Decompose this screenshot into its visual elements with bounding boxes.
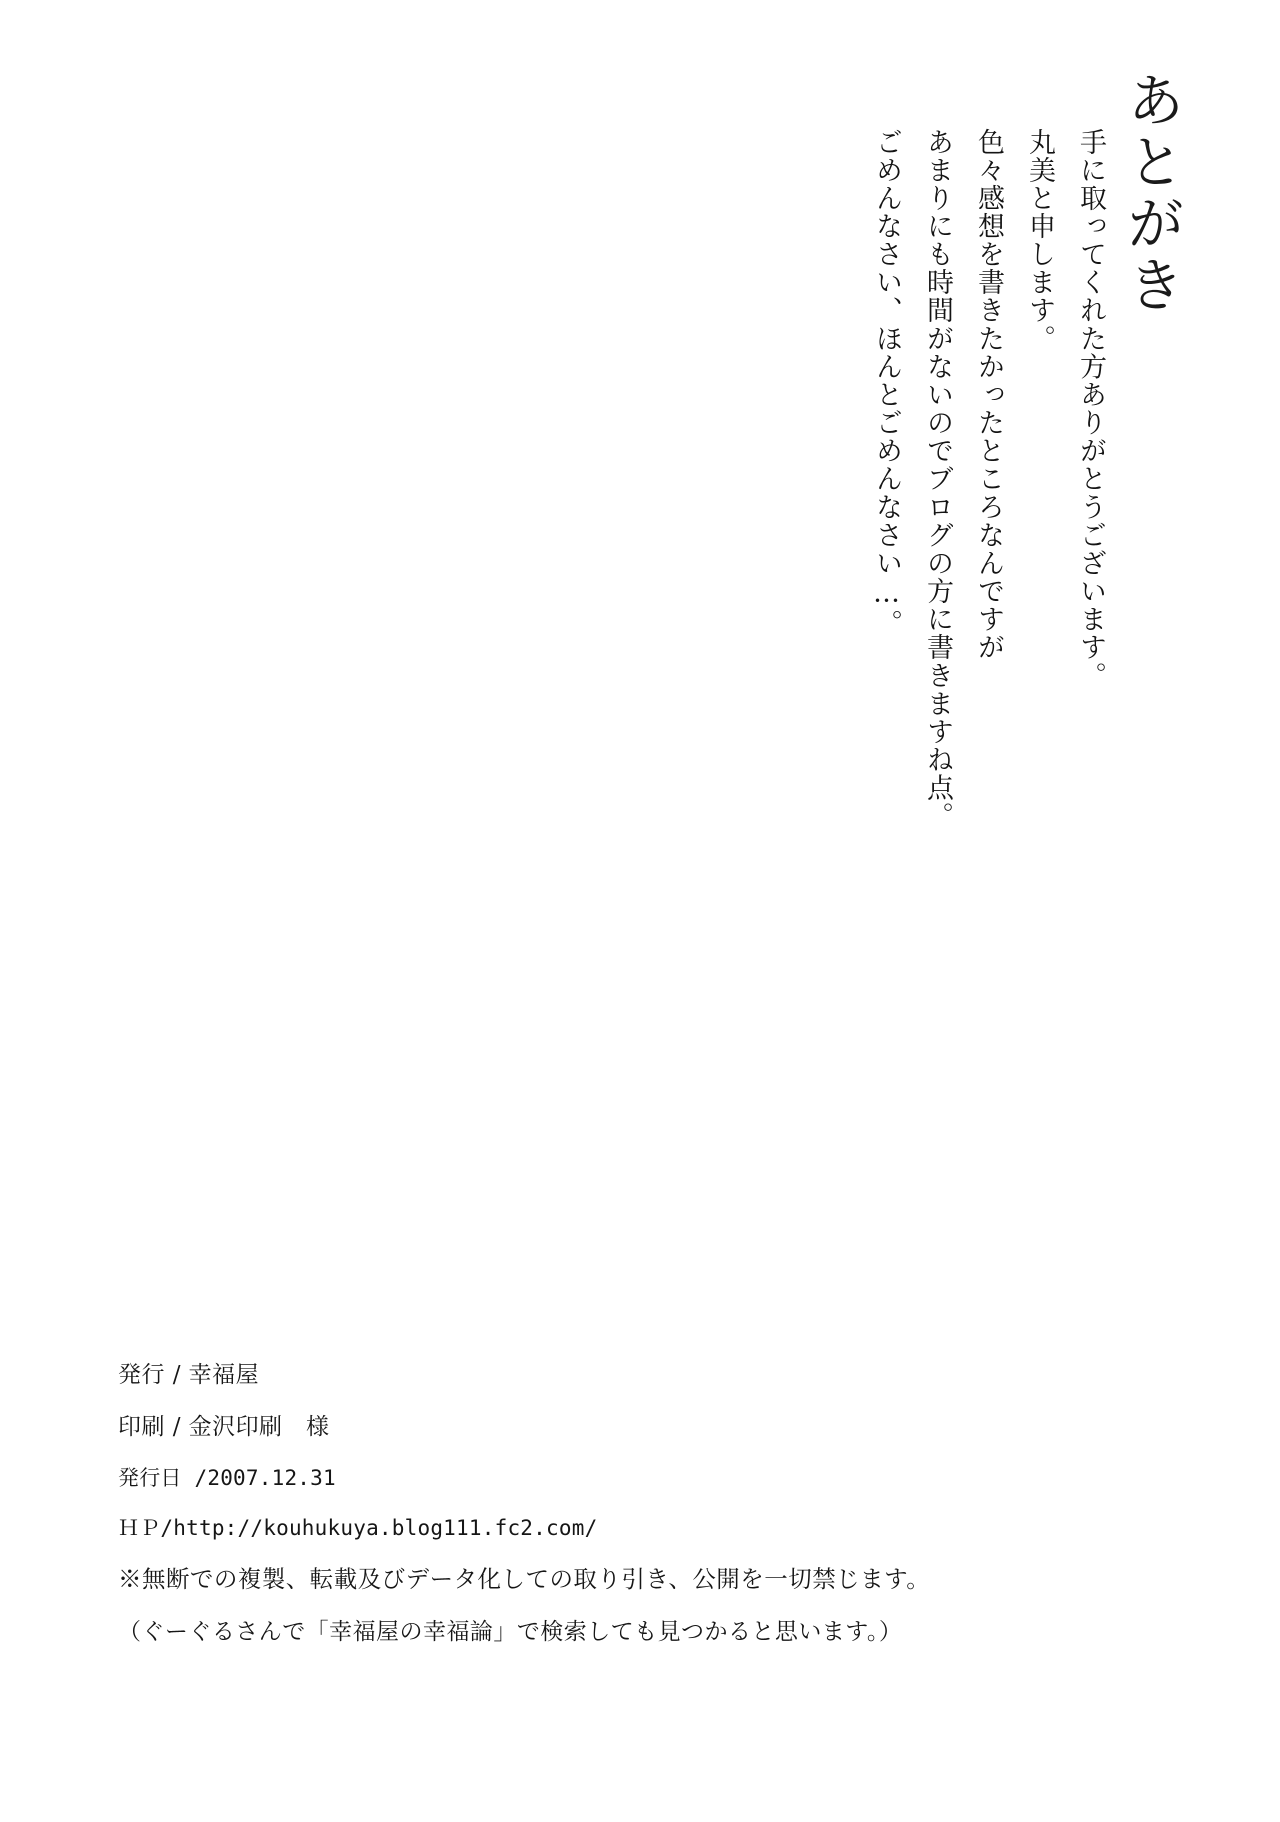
colophon-notice: ※無断での複製、転載及びデータ化しての取り引き、公開を一切禁じます。	[118, 1564, 931, 1593]
afterword-line-5: ごめんなさい、ほんとごめんなさい…。	[871, 128, 902, 638]
colophon-block	[118, 1361, 1128, 1645]
afterword-block	[849, 70, 1185, 890]
colophon-homepage: ＨＰ/http://kouhukuya.blog111.fc2.com/	[118, 1515, 598, 1540]
afterword-line-2: 丸美と申します。	[1024, 128, 1055, 353]
colophon-date: 発行日 /2007.12.31	[118, 1465, 336, 1490]
colophon-publisher: 発行 / 幸福屋	[118, 1361, 260, 1388]
colophon-search-note: （ぐーぐるさんで「幸福屋の幸福論」で検索しても見つかると思います。）	[118, 1619, 903, 1645]
colophon-printer: 印刷 / 金沢印刷 様	[118, 1413, 330, 1440]
afterword-heading: あとがき	[1117, 70, 1185, 316]
afterword-line-3: 色々感想を書きたかったところなんですが	[973, 128, 1004, 662]
afterword-line-1: 手に取ってくれた方ありがとうございます。	[1075, 128, 1106, 690]
afterword-line-4: あまりにも時間がないのでブログの方に書きますね点。	[922, 128, 953, 830]
